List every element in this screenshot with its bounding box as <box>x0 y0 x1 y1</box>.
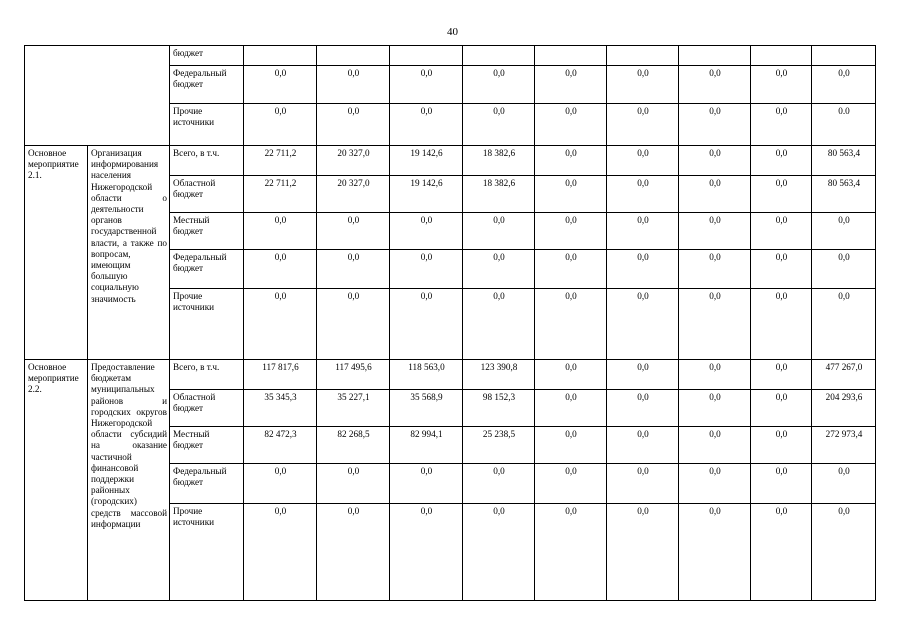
value-cell: 0,0 <box>607 104 679 146</box>
value-cell: 82 268,5 <box>317 427 390 464</box>
value-cell: 0,0 <box>812 464 876 504</box>
value-cell: 0,0 <box>244 504 317 601</box>
value-cell: 477 267,0 <box>812 360 876 390</box>
value-cell: 0,0 <box>390 289 463 360</box>
value-cell: 0,0 <box>244 289 317 360</box>
value-cell: 117 495,6 <box>317 360 390 390</box>
value-cell: 0,0 <box>535 104 607 146</box>
value-cell: 0,0 <box>535 66 607 104</box>
value-cell: 0,0 <box>463 289 535 360</box>
value-cell: 0,0 <box>679 104 751 146</box>
value-cell: 0,0 <box>535 390 607 427</box>
value-cell: 82 994,1 <box>390 427 463 464</box>
value-cell: 0,0 <box>751 176 812 213</box>
page-number: 40 <box>447 26 458 38</box>
value-cell: 0,0 <box>679 504 751 601</box>
value-cell: 0,0 <box>535 504 607 601</box>
value-cell <box>812 46 876 66</box>
funding-source-cell: Прочие источники <box>170 104 244 146</box>
value-cell: 0,0 <box>244 464 317 504</box>
value-cell: 0,0 <box>535 146 607 176</box>
value-cell: 0,0 <box>463 250 535 289</box>
funding-source-cell: Федеральный бюджет <box>170 464 244 504</box>
value-cell: 0,0 <box>679 176 751 213</box>
value-cell: 0,0 <box>607 213 679 250</box>
value-cell: 204 293,6 <box>812 390 876 427</box>
value-cell: 0,0 <box>679 66 751 104</box>
value-cell <box>317 46 390 66</box>
value-cell: 0,0 <box>535 176 607 213</box>
value-cell: 0,0 <box>751 360 812 390</box>
funding-source-cell: Местный бюджет <box>170 213 244 250</box>
value-cell: 0,0 <box>751 464 812 504</box>
value-cell: 22 711,2 <box>244 146 317 176</box>
value-cell: 0,0 <box>535 250 607 289</box>
value-cell: 0,0 <box>607 464 679 504</box>
table-row <box>25 146 876 176</box>
value-cell: 0,0 <box>812 289 876 360</box>
value-cell: 0,0 <box>463 66 535 104</box>
value-cell: 0,0 <box>244 66 317 104</box>
value-cell: 19 142,6 <box>390 176 463 213</box>
value-cell: 0,0 <box>812 66 876 104</box>
value-cell: 35 568,9 <box>390 390 463 427</box>
measure-label: Основное мероприятие 2.1. <box>25 146 88 360</box>
value-cell <box>390 46 463 66</box>
value-cell: 35 345,3 <box>244 390 317 427</box>
value-cell: 0,0 <box>607 360 679 390</box>
value-cell: 25 238,5 <box>463 427 535 464</box>
value-cell: 0,0 <box>317 289 390 360</box>
empty-merged-cell <box>25 46 170 146</box>
value-cell: 20 327,0 <box>317 176 390 213</box>
value-cell: 0,0 <box>317 213 390 250</box>
funding-source-cell: Областной бюджет <box>170 390 244 427</box>
value-cell: 0,0 <box>607 176 679 213</box>
value-cell: 0,0 <box>812 250 876 289</box>
value-cell: 0,0 <box>463 104 535 146</box>
measure-description: Предоставление бюджетам муниципальных районов и городских округов Нижегородской области субсидий на оказание частичной финансовой поддержки районных (городских) средств массовой информации <box>88 360 170 601</box>
funding-source-cell: Всего, в т.ч. <box>170 360 244 390</box>
value-cell: 0,0 <box>390 104 463 146</box>
measure-label: Основное мероприятие 2.2. <box>25 360 88 601</box>
financing-table <box>24 45 876 601</box>
value-cell: 0,0 <box>679 464 751 504</box>
funding-source-cell: бюджет <box>170 46 244 66</box>
value-cell: 18 382,6 <box>463 146 535 176</box>
value-cell: 0,0 <box>535 289 607 360</box>
value-cell <box>535 46 607 66</box>
value-cell: 0,0 <box>390 66 463 104</box>
value-cell: 20 327,0 <box>317 146 390 176</box>
value-cell: 0,0 <box>751 390 812 427</box>
funding-source-cell: Местный бюджет <box>170 427 244 464</box>
value-cell: 117 817,6 <box>244 360 317 390</box>
value-cell: 0,0 <box>317 504 390 601</box>
value-cell: 0,0 <box>812 213 876 250</box>
value-cell: 0,0 <box>463 504 535 601</box>
funding-source-cell: Федеральный бюджет <box>170 250 244 289</box>
value-cell: 0.0 <box>812 104 876 146</box>
value-cell: 123 390,8 <box>463 360 535 390</box>
value-cell: 0,0 <box>535 360 607 390</box>
value-cell: 80 563,4 <box>812 146 876 176</box>
value-cell: 0,0 <box>535 464 607 504</box>
funding-source-cell: Прочие источники <box>170 289 244 360</box>
value-cell: 0,0 <box>751 146 812 176</box>
value-cell: 0,0 <box>751 427 812 464</box>
value-cell: 0,0 <box>751 66 812 104</box>
value-cell: 0,0 <box>679 213 751 250</box>
value-cell: 0,0 <box>244 104 317 146</box>
value-cell: 0,0 <box>317 104 390 146</box>
value-cell <box>244 46 317 66</box>
value-cell: 0,0 <box>607 66 679 104</box>
value-cell: 0,0 <box>679 289 751 360</box>
value-cell: 0,0 <box>751 504 812 601</box>
value-cell: 0,0 <box>317 250 390 289</box>
value-cell: 0,0 <box>751 213 812 250</box>
funding-source-cell: Федеральный бюджет <box>170 66 244 104</box>
value-cell: 118 563,0 <box>390 360 463 390</box>
value-cell: 0,0 <box>679 390 751 427</box>
value-cell: 0,0 <box>390 250 463 289</box>
value-cell: 0,0 <box>812 504 876 601</box>
value-cell <box>463 46 535 66</box>
value-cell: 0,0 <box>607 390 679 427</box>
value-cell: 0,0 <box>463 464 535 504</box>
value-cell: 80 563,4 <box>812 176 876 213</box>
value-cell <box>751 46 812 66</box>
value-cell: 0,0 <box>679 427 751 464</box>
value-cell: 0,0 <box>390 464 463 504</box>
measure-description: Организация информирования населения Нижегородской области о деятельности органов государственной власти, а также по вопросам, имеющим большую социальную значимость <box>88 146 170 360</box>
value-cell: 19 142,6 <box>390 146 463 176</box>
value-cell: 98 152,3 <box>463 390 535 427</box>
value-cell: 0,0 <box>317 66 390 104</box>
value-cell: 35 227,1 <box>317 390 390 427</box>
value-cell: 0,0 <box>751 289 812 360</box>
value-cell: 0,0 <box>751 250 812 289</box>
value-cell: 82 472,3 <box>244 427 317 464</box>
value-cell: 0,0 <box>679 146 751 176</box>
value-cell: 0,0 <box>390 504 463 601</box>
table-row <box>25 46 876 66</box>
value-cell: 22 711,2 <box>244 176 317 213</box>
value-cell: 0,0 <box>535 427 607 464</box>
funding-source-cell: Всего, в т.ч. <box>170 146 244 176</box>
value-cell <box>679 46 751 66</box>
value-cell: 0,0 <box>679 360 751 390</box>
value-cell: 0,0 <box>463 213 535 250</box>
table-body <box>25 46 876 601</box>
funding-source-cell: Областной бюджет <box>170 176 244 213</box>
funding-source-cell: Прочие источники <box>170 504 244 601</box>
value-cell: 0,0 <box>607 427 679 464</box>
value-cell: 0,0 <box>679 250 751 289</box>
value-cell: 0,0 <box>390 213 463 250</box>
value-cell: 0,0 <box>244 250 317 289</box>
value-cell: 0,0 <box>244 213 317 250</box>
value-cell: 0,0 <box>607 146 679 176</box>
value-cell: 18 382,6 <box>463 176 535 213</box>
value-cell: 0,0 <box>607 289 679 360</box>
value-cell: 0,0 <box>607 250 679 289</box>
table-row <box>25 360 876 390</box>
value-cell: 0,0 <box>751 104 812 146</box>
value-cell: 272 973,4 <box>812 427 876 464</box>
value-cell <box>607 46 679 66</box>
value-cell: 0,0 <box>607 504 679 601</box>
value-cell: 0,0 <box>535 213 607 250</box>
value-cell: 0,0 <box>317 464 390 504</box>
